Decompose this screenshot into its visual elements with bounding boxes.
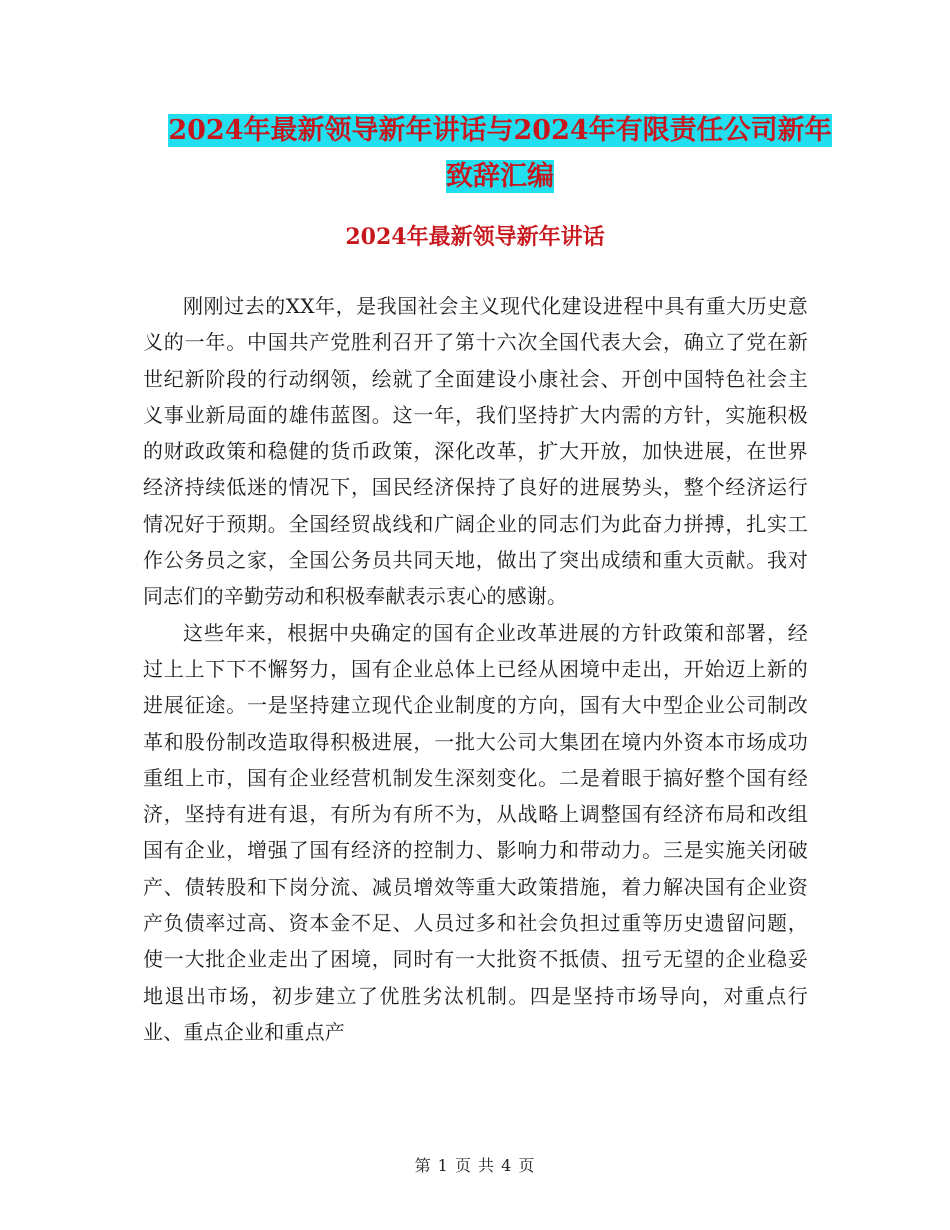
body-paragraph-1: 刚刚过去的XX年，是我国社会主义现代化建设进程中具有重大历史意义的一年。中国共产党胜利召开了第十六次全国代表大会，确立了党在新世纪新阶段的行动纲领，绘就了全面建设小康社会、开创中国特色社会主义事业新局面的雄伟蓝图。这一年，我们坚持扩大内需的方针，实施积极的财政政策和稳健的货币政策，深化改革，扩大开放，加快进展，在世界经济持续低迷的情况下，国民经济保持了良好的进展势头，整个经济运行情况好于预期。全国经贸战线和广阔企业的同志们为此奋力拼搏，扎实工作公务员之家，全国公务员共同天地，做出了突出成绩和重大贡献。我对同志们的辛勤劳动和积极奉献表示衷心的感谢。 [143, 294, 808, 609]
page-footer: 第 1 页 共 4 页 [414, 1156, 536, 1175]
document-title-line-1: 2024年最新领导新年讲话与2024年有限责任公司新年 [168, 115, 832, 146]
body-paragraph-2: 这些年来，根据中央确定的国有企业改革进展的方针政策和部署，经过上上下下不懈努力，国有企业总体上已经从困境中走出，开始迈上新的进展征途。一是坚持建立现代企业制度的方向，国有大中型企业公司制改革和股份制改造取得积极进展，一批大公司大集团在境内外资本市场成功重组上市，国有企业经营机制发生深刻变化。二是着眼于搞好整个国有经济，坚持有进有退，有所为有所不为，从战略上调整国有经济布局和改组国有企业，增强了国有经济的控制力、影响力和带动力。三是实施关闭破产、债转股和下岗分流、减员增效等重大政策措施，着力解决国有企业资产负债率过高、资本金不足、人员过多和社会负担过重等历史遗留问题，使一大批企业走出了困境，同时有一大批资不抵债、扭亏无望的企业稳妥地退出市场，初步建立了优胜劣汰机制。四是坚持市场导向，对重点行业、重点企业和重点产 [143, 620, 808, 1044]
document-body [143, 288, 808, 1050]
document-title [140, 108, 860, 200]
document-title-line-2: 致辞汇编 [446, 161, 554, 192]
section-title: 2024年最新领导新年讲话 [345, 224, 605, 250]
